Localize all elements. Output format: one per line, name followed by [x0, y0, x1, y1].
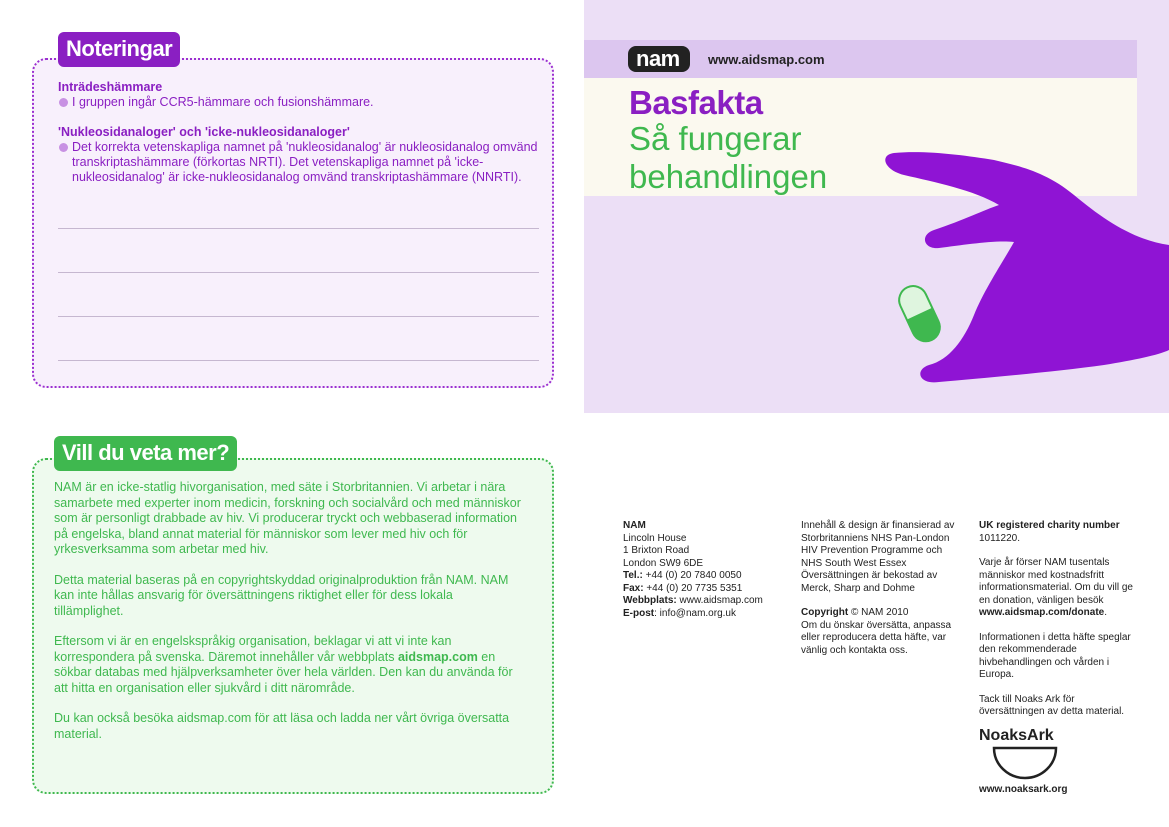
- nam-logo: nam: [628, 46, 690, 72]
- more-info-paragraph-1: NAM är en icke-statlig hivorganisation, med säte i Storbritannien. Vi arbetar i nära samarbete med experter inom medicin, forskning och socialvård och med människor som är personligt drabbade av hiv. Vi producerar tryckt och webbaserad information på engelska, bland annat material för människor som lever med hiv och för yrkesverksamma som arbetar med hiv.: [54, 480, 521, 556]
- noaksark-logo: NoaksArk: [979, 727, 1054, 744]
- notes-heading-2: 'Nukleosidanaloger' och 'icke-nukleosidanaloger': [58, 125, 350, 139]
- aidsmap-link[interactable]: aidsmap.com: [397, 649, 478, 664]
- funding-text: Innehåll & design är finansierad av Storbritanniens NHS Pan-London HIV Prevention Programme och NHS South West Essex Översättningen är bekostad av Merck, Sharp and Dohme: [801, 520, 955, 594]
- info-text: Informationen i detta häfte speglar den rekommenderade hivbehandlingen och vården i Europa.: [979, 631, 1131, 680]
- contact-column: [623, 520, 788, 620]
- notes-content: [58, 80, 543, 185]
- cover-panel: [584, 0, 1169, 413]
- copyright: Copyright © NAM 2010: [801, 607, 909, 618]
- more-info-content: [54, 480, 524, 757]
- note-line: [58, 316, 539, 360]
- note-line: [58, 272, 539, 316]
- donate-link[interactable]: www.aidsmap.com/donate: [979, 607, 1105, 618]
- more-info-paragraph-4: Du kan också besöka aidsmap.com för att läsa och ladda ner vårt övriga översatta material.: [54, 711, 510, 741]
- phone: Tel.: +44 (0) 20 7840 0050: [623, 570, 742, 581]
- address-line: London SW9 6DE: [623, 557, 704, 569]
- note-line: [58, 360, 539, 404]
- aidsmap-url[interactable]: www.aidsmap.com: [708, 52, 825, 67]
- more-info-title: Vill du veta mer?: [54, 436, 237, 471]
- email[interactable]: E-post: info@nam.org.uk: [623, 607, 736, 619]
- thanks-text: Tack till Noaks Ark för översättningen av detta material.: [979, 693, 1125, 717]
- cover-title: Basfakta: [629, 84, 763, 121]
- notes-heading-1: Inträdeshämmare: [58, 80, 163, 94]
- noaksark-url[interactable]: www.noaksark.org: [979, 784, 1068, 795]
- notes-item-1: [58, 95, 543, 110]
- more-info-paragraph-2: Detta material baseras på en copyrightskyddad originalproduktion från NAM. NAM kan inte hållas ansvarig för översättningens riktighet eller för dess lokala tillämplighet.: [54, 572, 509, 618]
- copyright-body: Om du önskar översätta, anpassa eller reproducera detta häfte, var vänlig och kontakta oss.: [801, 619, 952, 656]
- bullet-icon: [59, 143, 68, 152]
- notes-title: Noteringar: [58, 32, 180, 67]
- website[interactable]: Webbplats: www.aidsmap.com: [623, 595, 763, 606]
- donate-text: Varje år förser NAM tusentals människor med kostnadsfritt informationsmaterial. Om du vill ge en donation, vänligen besök www.aidsmap.com/donate.: [979, 557, 1133, 618]
- note-line: [58, 228, 539, 272]
- notes-item-2: [58, 140, 543, 185]
- fax: Fax: +44 (0) 20 7735 5351: [623, 582, 743, 594]
- charity-heading: UK registered charity number: [979, 520, 1120, 531]
- pill-icon: [895, 281, 945, 345]
- bullet-icon: [59, 98, 68, 107]
- funding-column: [801, 520, 961, 657]
- more-info-paragraph-3: Eftersom vi är en engelskspråkig organisation, beklagar vi att vi inte kan korrespondera på svenska. Däremot innehåller vår webbplats aidsmap.com en sökbar databas med hjälpverksamheter över hela världen. Den kan du använda för att hitta en organisation eller sjukvård i ditt närområde.: [54, 634, 513, 695]
- notes-item-text: Det korrekta vetenskapliga namnet på 'nukleosidanalog' är nukleosidanalog omvänd transkriptashämmare (förkortas NRTI). Det vetenskapliga namnet på 'icke-nukleosidanalog' är icke-nukleosidanalog omvänd transkriptashämmare (NNRTI).: [72, 140, 538, 184]
- note-lines: [58, 228, 539, 404]
- charity-column: [979, 520, 1139, 731]
- address-line: 1 Brixton Road: [623, 545, 690, 556]
- hand-with-pill-icon: [864, 150, 1169, 390]
- noaksark-logo-icon: [990, 744, 1060, 780]
- cover-subtitle: Så fungerar behandlingen: [629, 120, 828, 195]
- org-name: NAM: [623, 520, 646, 531]
- charity-number: 1011220.: [979, 532, 1020, 544]
- address-line: Lincoln House: [623, 532, 687, 544]
- notes-item-text: I gruppen ingår CCR5-hämmare och fusionshämmare.: [72, 95, 374, 109]
